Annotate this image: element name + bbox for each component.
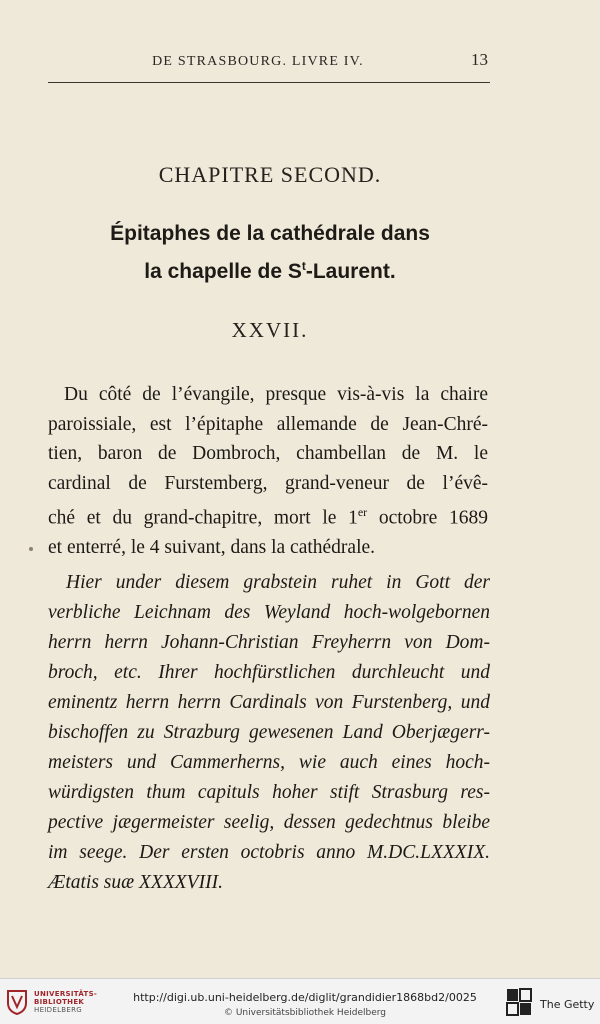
epitaph-line: verbliche Leichnam des Weyland hoch-wolgebornen	[48, 602, 490, 623]
epitaph-line: Hier under diesem grabstein ruhet in Gott der	[66, 572, 490, 593]
epitaph-line: meisters und Cammerherns, wie auch eines hoch-	[48, 752, 490, 773]
running-header	[48, 52, 488, 76]
section-numeral: XXVII.	[231, 318, 309, 342]
epitaph-line: würdigsten thum capituls hoher stift Strasburg res-	[48, 782, 490, 803]
paragraph-line: et enterré, le 4 suivant, dans la cathédrale.	[48, 537, 376, 558]
epitaph-line: Ætatis suæ XXXXVIII.	[48, 872, 223, 893]
epitaph-line: herrn herrn Johann-Christian Freyherrn von Dom-	[48, 632, 490, 653]
library-name-line-1: UNIVERSITÄTS-	[34, 990, 98, 998]
crest-icon	[6, 989, 28, 1015]
epitaph-line: pective jægermeister seelig, dessen gedechtnus bleibe	[48, 812, 490, 833]
intro-paragraph	[48, 380, 488, 563]
page-speck	[29, 547, 33, 551]
paragraph-line: Du côté de l’évangile, presque vis-à-vis la chaire	[64, 384, 488, 405]
subtitle-line-1: Épitaphes de la cathédrale dans	[110, 222, 430, 245]
chapter-subtitle	[40, 218, 500, 288]
ordinal-superscript: er	[357, 505, 368, 519]
paragraph-line	[48, 498, 488, 533]
epitaph-line: bischoffen zu Strazburg gewesenen Land Oberjægerr-	[48, 722, 490, 743]
subtitle-line-2-start: la chapelle de S	[144, 260, 302, 283]
partner-name[interactable]: The Getty	[540, 998, 595, 1011]
paragraph-line-5-end: octobre 1689	[367, 507, 488, 529]
subtitle-superscript: t	[301, 259, 306, 273]
paragraph-line: cardinal de Furstemberg, grand-veneur de l’évê-	[48, 472, 488, 494]
paragraph-line-5-start: ché et du grand-chapitre, mort le 1	[48, 507, 358, 529]
library-name-line-3: HEIDELBERG	[34, 1006, 82, 1014]
paragraph-line: paroissiale, est l’épitaphe allemande de Jean-Chré-	[48, 413, 488, 435]
subtitle-line-2-end: -Laurent.	[305, 260, 396, 283]
permalink-url[interactable]: http://digi.ub.uni-heidelberg.de/diglit/grandidier1868bd2/0025	[133, 991, 477, 1004]
subtitle-line-2	[40, 250, 500, 288]
chapter-title: CHAPITRE SECOND.	[158, 162, 382, 187]
heidelberg-library-logo[interactable]	[6, 987, 126, 1019]
epitaph-text	[48, 568, 490, 898]
copyright-notice: © Universitätsbibliothek Heidelberg	[223, 1008, 386, 1018]
header-rule	[48, 82, 490, 83]
getty-logo-icon	[505, 987, 533, 1017]
epitaph-line: broch, etc. Ihrer hochfürstlichen durchleucht und	[48, 662, 490, 683]
paragraph-line: tien, baron de Dombroch, chambellan de M. le	[48, 443, 488, 464]
epitaph-line: im seege. Der ersten octobris anno M.DC.LXXXIX.	[48, 842, 490, 863]
library-name-line-2: BIBLIOTHEK	[34, 998, 85, 1006]
epitaph-line: eminentz herrn herrn Cardinals von Furstenberg, und	[48, 692, 490, 713]
viewer-footer	[0, 978, 600, 1024]
running-title: DE STRASBOURG. LIVRE IV.	[152, 54, 364, 69]
page-number: 13	[471, 50, 488, 69]
